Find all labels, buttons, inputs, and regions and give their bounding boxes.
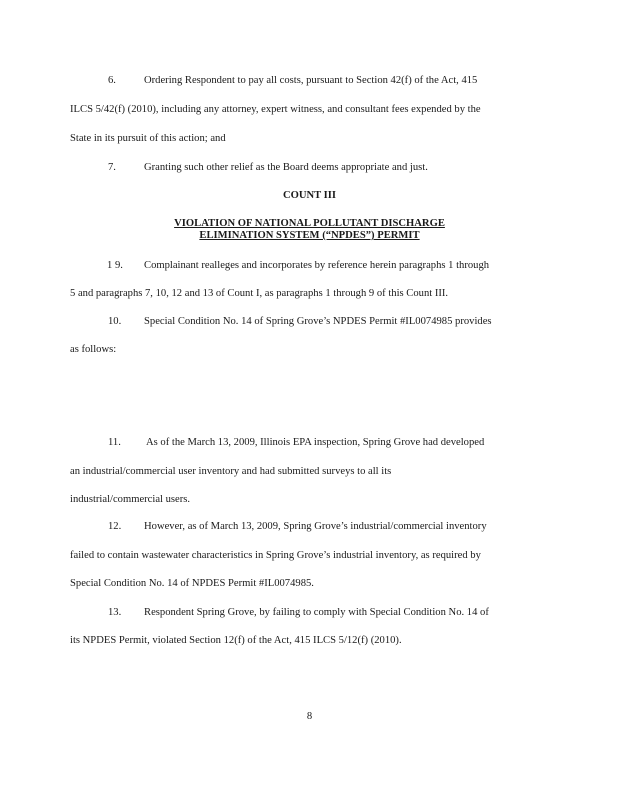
paragraph-line: Granting such other relief as the Board deems appropriate and just. (144, 162, 428, 173)
violation-heading-line-1: VIOLATION OF NATIONAL POLLUTANT DISCHARGE (174, 218, 445, 229)
paragraph-line: as follows: (70, 344, 117, 355)
paragraph-line: As of the March 13, 2009, Illinois EPA inspection, Spring Grove had developed (146, 437, 485, 448)
paragraph-line: State in its pursuit of this action; and (70, 133, 226, 144)
paragraph-line: failed to contain wastewater characteristics in Spring Grove’s industrial inventory, as required by (70, 550, 481, 561)
paragraph-line: 5 and paragraphs 7, 10, 12 and 13 of Count I, as paragraphs 1 through 9 of this Count III. (70, 288, 449, 299)
paragraph-number: 10. (108, 316, 122, 327)
paragraph-number: 1 9. (107, 260, 123, 271)
paragraph-line: Special Condition No. 14 of Spring Grove’s NPDES Permit #IL0074985 provides (144, 316, 492, 327)
paragraph-number: 12. (108, 521, 122, 532)
count-heading: COUNT III (282, 190, 337, 201)
paragraph-number: 7. (108, 162, 116, 173)
paragraph-line: ILCS 5/42(f) (2010), including any attorney, expert witness, and consultant fees expended by the (70, 104, 481, 115)
paragraph-number: 11. (108, 437, 121, 448)
paragraph-line: an industrial/commercial user inventory and had submitted surveys to all its (70, 466, 392, 477)
paragraph-line: Special Condition No. 14 of NPDES Permit #IL0074985. (70, 578, 314, 589)
paragraph-line: Ordering Respondent to pay all costs, pursuant to Section 42(f) of the Act, 415 (144, 75, 478, 86)
paragraph-line: industrial/commercial users. (70, 494, 191, 505)
paragraph-line: Complainant realleges and incorporates by reference herein paragraphs 1 through (144, 260, 490, 271)
paragraph-number: 13. (108, 607, 122, 618)
paragraph-line: Respondent Spring Grove, by failing to comply with Special Condition No. 14 of (144, 607, 489, 618)
paragraph-line: However, as of March 13, 2009, Spring Grove’s industrial/commercial inventory (144, 521, 487, 532)
violation-heading-line-2: ELIMINATION SYSTEM (“NPDES”) PERMIT (199, 230, 420, 241)
page-number: 8 (306, 711, 313, 722)
paragraph-line: its NPDES Permit, violated Section 12(f) of the Act, 415 ILCS 5/12(f) (2010). (70, 635, 402, 646)
paragraph-number: 6. (108, 75, 116, 86)
